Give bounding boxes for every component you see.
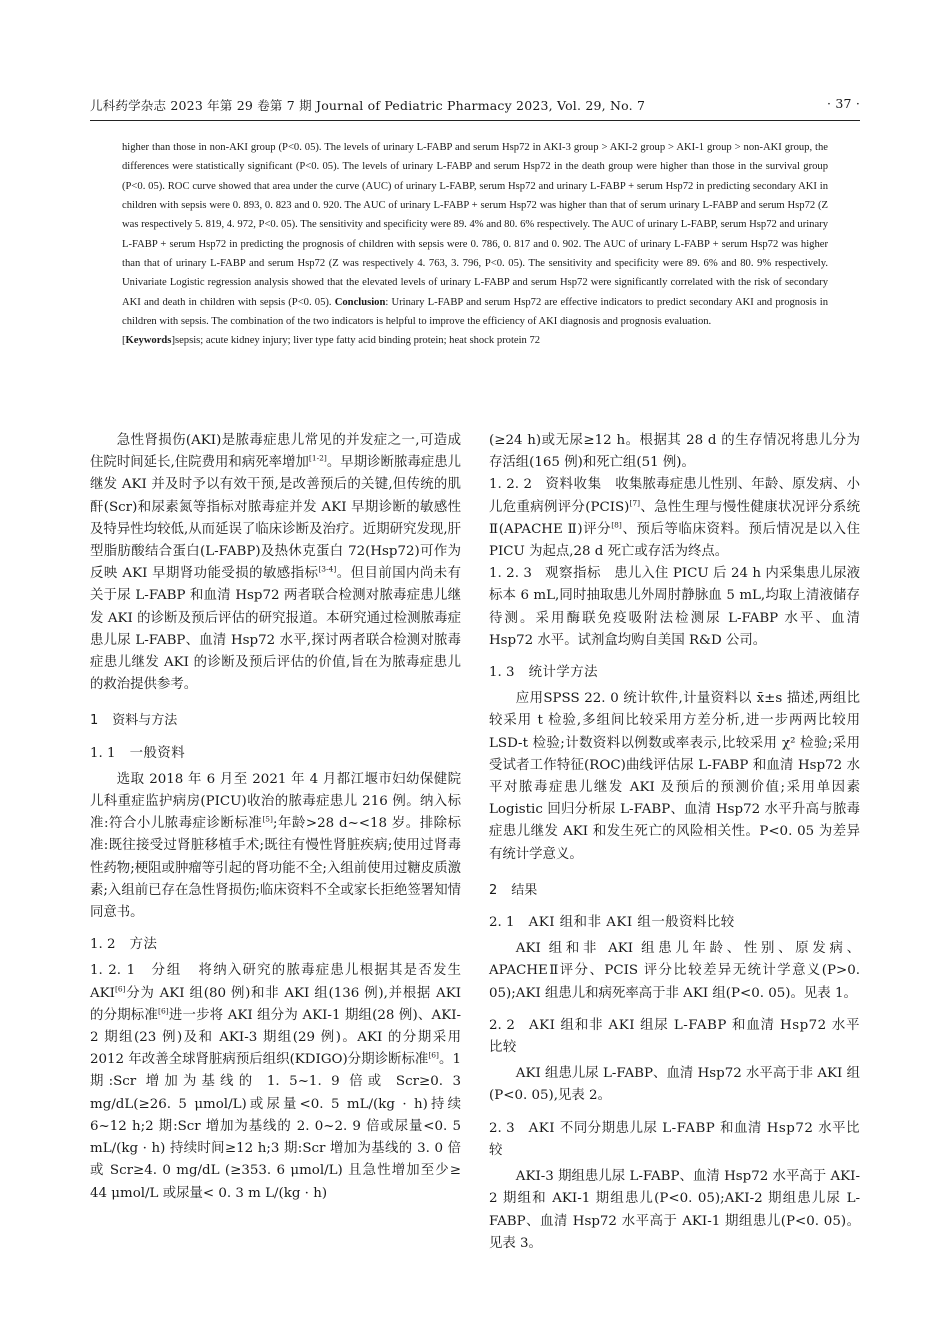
s11-b: ;年龄>28 d~<18 岁。排除标准:既往接受过肾脏移植手术;既往有慢性肾脏疾病;使用过肾毒性药物;梗阻或肿瘤等引起的肾功能不全;入组前使用过糖皮质激素;入组前已存在急性肾损伤;临床资料不全或家长拒绝签署知情同意书。 [90, 816, 461, 921]
keywords-open: [ [122, 335, 126, 347]
subsection-heading-1-1 [90, 743, 461, 765]
subsubsection-number: 1. 2. 3 [489, 566, 532, 582]
subsection-heading-2-3 [489, 1118, 860, 1162]
subsection-title: 统计学方法 [528, 665, 599, 681]
intro-paragraph [90, 430, 461, 696]
subsection-number: 1. 1 [90, 745, 116, 761]
page-number: · 37 · [827, 96, 860, 111]
conclusion-label: Conclusion [334, 296, 386, 308]
citation-ref: [6] [428, 1050, 439, 1060]
paragraph-1-2-3 [489, 563, 860, 652]
subsection-title: 方法 [129, 937, 158, 953]
english-abstract [122, 138, 828, 351]
subsection-heading-1-2 [90, 934, 461, 956]
intro-a: 急性肾损伤(AKI)是脓毒症患儿常见的并发症之一,可造成住院时间延长,住院费用和病死率增加 [90, 433, 461, 471]
right-column [489, 430, 860, 1255]
continued-paragraph: (≥24 h)或无尿≥12 h。根据其 28 d 的生存情况将患儿分为存活组(165 例)和死亡组(51 例)。 [489, 433, 860, 471]
conclusion-sep: : [385, 296, 389, 308]
subsubsection-title: 资料收集 [545, 477, 602, 493]
s121-c: 进一步将 AKI 组分为 AKI-1 期组(28 例)、AKI-2 期组(23 例)及和 AKI-3 期组(29 例)。AKI 的分期采用 2012 年改善全球肾脏病预后组织(KDIGO)分期诊断标准 [90, 1007, 462, 1068]
s122-b: 、急性生理与慢性健康状况评分系统 Ⅱ(APACHE Ⅱ)评分 [489, 499, 860, 537]
subsection-title: AKI 组和非 AKI 组一般资料比较 [528, 915, 735, 931]
paragraph-1-2-2 [489, 474, 860, 563]
subsection-heading-2-1 [489, 912, 860, 934]
subsection-heading-1-3 [489, 662, 860, 684]
subsection-number: 2. 2 [489, 1017, 515, 1033]
journal-citation: 儿科药学杂志 2023 年第 29 卷第 7 期 Journal of Pediatric Pharmacy 2023, Vol. 29, No. 7 [90, 98, 646, 113]
paragraph-2-3: AKI-3 期组患儿尿 L-FABP、血清 Hsp72 水平高于 AKI-2 期组和 AKI-1 期组患儿(P<0. 05);AKI-2 期组患儿尿 L-FABP、血清 Hsp72 水平高于 AKI-1 期组患儿(P<0. 05)。见表 3。 [489, 1169, 860, 1251]
s121-d: 。1 期:Scr 增加为基线的 1. 5~1. 9 倍或 Scr≥0. 3 mg/dL(≥26. 5 μmol/L)或尿量<0. 5 mL/(kg · h)持续 6~12 h;2 期:Scr 增加为基线的 2. 0~2. 9 倍或尿量<0. 5 mL/(kg · h) 持续时间≥12 h;3 期:Scr 增加为基线的 3. 0 倍或 Scr≥4. 0 mg/dL (≥353. 6 μmol/L) 且急性增加至少≥ 44 μmol/L 或尿量< 0. 3 m L/(kg · h) [90, 1052, 461, 1201]
subsubsection-number: 1. 2. 2 [489, 477, 533, 493]
abstract-results: higher than those in non-AKI group (P<0. 05). The levels of urinary L-FABP and serum Hsp72 in AKI-3 group > AKI-2 group > AKI-1 group > non-AKI group, the differences were statistically significant (P<0. 05). The levels of urinary L-FABP and serum Hsp72 in the death group were higher than those in the survival group (P<0. 05). ROC curve showed that area under the curve (AUC) of urinary L-FABP, serum Hsp72 and urinary L-FABP + serum Hsp72 in predicting secondary AKI in children with sepsis were 0. 893, 0. 823 and 0. 920. The AUC of urinary L-FABP + serum Hsp72 was higher than that of serum urinary L-FABP and serum Hsp72 (Z was respectively 5. 819, 4. 972, P<0. 05). The sensitivity and specificity were 89. 4% and 80. 6% respectively. The AUC of urinary L-FABP, serum Hsp72 and urinary L-FABP + serum Hsp72 in predicting the prognosis of children with sepsis were 0. 786, 0. 817 and 0. 902. The AUC of urinary L-FABP + serum Hsp72 was higher than that of urinary L-FABP and serum Hsp72 (Z was respectively 4. 763, 3. 796, P<0. 05). The sensitivity and specificity were 89. 6% and 80. 9% respectively. Univariate Logistic regression analysis showed that the elevated levels of urinary L-FABP and serum Hsp72 were significantly correlated with the risk of secondary AKI and death in children with sepsis (P<0. 05). [122, 142, 828, 308]
paragraph-2-1: AKI 组和非 AKI 组患儿年龄、性别、原发病、APACHEⅡ评分、PCIS 评分比较差异无统计学意义(P>0. 05);AKI 组患儿和病死率高于非 AKI 组(P<0. 05)。见表 1。 [489, 941, 860, 1001]
paragraph-1-2-1 [90, 960, 461, 1204]
left-column [90, 430, 461, 1205]
header-rule [90, 120, 860, 121]
citation-ref: [8] [611, 520, 622, 530]
subsubsection-title: 分组 [151, 963, 182, 979]
subsection-title: 一般资料 [129, 745, 186, 761]
subsubsection-title: 观察指标 [545, 566, 602, 582]
citation-ref: [3-4] [318, 564, 337, 574]
keywords-line [122, 331, 828, 350]
s121-b: 分为 AKI 组(80 例)和非 AKI 组(136 例),并根据 AKI 的分期标准 [90, 985, 461, 1023]
keywords-label: Keywords [125, 335, 172, 347]
subsection-number: 2. 1 [489, 915, 515, 931]
running-header [90, 94, 860, 120]
citation-ref: [6] [158, 1006, 169, 1016]
section-number: 2 [489, 882, 498, 898]
paragraph-1-3: 应用SPSS 22. 0 统计软件,计量资料以 x̄±s 描述,两组比较采用 t 检验,多组间比较采用方差分析,进一步两两比较用 LSD-t 检验;计数资料以例数或率表示,比较采用 χ² 检验;采用受试者工作特征(ROC)曲线评估尿 L-FABP 和血清 Hsp72 水平对脓毒症患儿继发 AKI 及预后的预测价值;采用单因素 Logistic 回归分析尿 L-FABP、血清 Hsp72 水平升高与脓毒症患儿继发 AKI 和发生死亡的风险相关性。P<0. 05 为差异有统计学意义。 [489, 691, 860, 862]
subsection-title: AKI 组和非 AKI 组尿 L-FABP 和血清 Hsp72 水平比较 [489, 1017, 860, 1056]
section-heading-1 [90, 710, 461, 732]
citation-ref: [7] [629, 498, 641, 508]
s122-c: 、预后等临床资料。预后情况是以入住 PICU 为起点,28 d 死亡或存活为终点。 [489, 521, 860, 560]
conclusion-text: Urinary L-FABP and serum Hsp72 are effective indicators to predict secondary AKI and prognosis in children with sepsis. The combination of the two indicators is helpful to improve the efficiency of AKI diagnosis and prognosis evaluation. [122, 296, 828, 328]
abstract-body [122, 138, 828, 331]
s11-a: 选取 2018 年 6 月至 2021 年 4 月都江堰市妇幼保健院儿科重症监护病房(PICU)收治的脓毒症患儿 216 例。纳入标准:符合小儿脓毒症诊断标准 [90, 771, 461, 832]
subsection-heading-2-2 [489, 1015, 860, 1059]
subsubsection-number: 1. 2. 1 [90, 963, 136, 979]
section-heading-2 [489, 880, 860, 902]
citation-ref: [6] [114, 984, 126, 994]
intro-c: 。但目前国内尚未有关于尿 L-FABP 和血清 Hsp72 两者联合检测对脓毒症患儿继发 AKI 的诊断及预后评估的研究报道。本研究通过检测脓毒症患儿尿 L-FABP、血清 Hsp72 水平,探讨两者联合检测对脓毒症患儿继发 AKI 的诊断及预后评估的价值,旨在为脓毒症患儿的救治提供参考。 [90, 566, 462, 693]
subsection-number: 1. 2 [90, 937, 116, 953]
citation-ref: [5] [262, 814, 273, 824]
keywords-text: sepsis; acute kidney injury; liver type fatty acid binding protein; heat shock protein 72 [174, 335, 541, 347]
subsection-number: 1. 3 [489, 665, 515, 681]
subsection-number: 2. 3 [489, 1120, 515, 1136]
intro-b: 。早期诊断脓毒症患儿继发 AKI 并及时予以有效干预,是改善预后的关键,但传统的肌酐(Scr)和尿素氮等指标对脓毒症并发 AKI 早期诊断的敏感性及特异性均较低,从而延误了临床诊断及治疗。近期研究发现,肝型脂肪酸结合蛋白(L-FABP)及热休克蛋白 72(Hsp72)可作为反映 AKI 早期肾功能受损的敏感指标 [90, 455, 462, 582]
section-number: 1 [90, 713, 99, 729]
s122-a: 收集脓毒症患儿性别、年龄、原发病、小儿危重病例评分(PCIS) [489, 477, 860, 515]
s121-a: 将纳入研究的脓毒症患儿根据其是否发生 AKI [90, 963, 462, 1001]
section-title: 资料与方法 [112, 713, 178, 729]
keywords-close: ] [171, 335, 175, 347]
section-title: 结果 [511, 882, 538, 898]
citation-ref: [1-2] [308, 453, 327, 463]
paragraph-2-2: AKI 组患儿尿 L-FABP、血清 Hsp72 水平高于非 AKI 组(P<0. 05),见表 2。 [489, 1066, 860, 1104]
paragraph-1-1 [90, 769, 461, 924]
s123-text: 患儿入住 PICU 后 24 h 内采集患儿尿液标本 6 mL,同时抽取患儿外周肘静脉血 5 mL,均取上清液储存待测。采用酶联免疫吸附法检测尿 L-FABP 水平、血清 Hsp72 水平。试剂盒均购自美国 R&D 公司。 [489, 566, 860, 648]
subsection-title: AKI 不同分期患儿尿 L-FABP 和血清 Hsp72 水平比较 [489, 1120, 860, 1158]
